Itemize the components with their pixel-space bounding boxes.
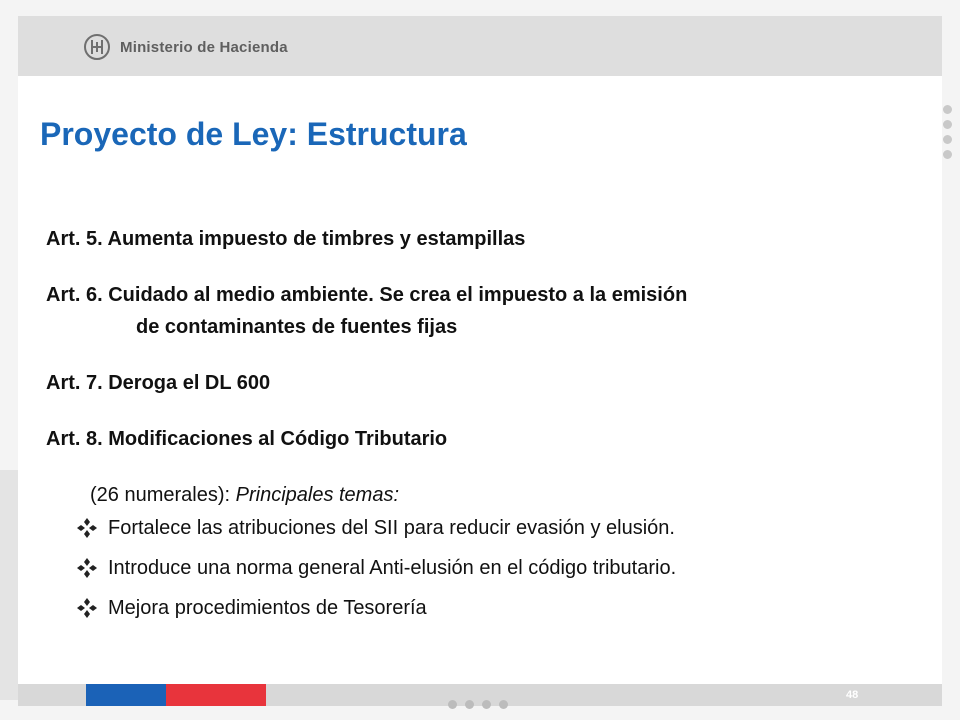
article-6-continuation: de contaminantes de fuentes fijas — [136, 316, 458, 338]
bullet-item — [76, 553, 676, 583]
bullet-item — [76, 593, 427, 623]
decorative-dots-horizontal — [448, 700, 508, 709]
article-8-subheading — [90, 480, 399, 510]
bullet-text: Mejora procedimientos de Tesorería — [108, 597, 427, 619]
article-7: Art. 7. Deroga el DL 600 — [46, 372, 271, 394]
bullet-text: Introduce una norma general Anti-elusión en el código tributario. — [108, 557, 677, 579]
logo-text: Ministerio de Hacienda — [120, 38, 288, 56]
page-number: 48 — [846, 689, 859, 701]
footer-flag-red — [166, 684, 266, 706]
footer-flag-blue — [86, 684, 166, 706]
diamond-bullet-icon — [76, 597, 98, 619]
bullet-text: Fortalece las atribuciones del SII para reducir evasión y elusión. — [108, 517, 675, 539]
bullet-item — [76, 513, 675, 543]
ministry-emblem-icon — [84, 34, 110, 60]
diamond-bullet-icon — [76, 517, 98, 539]
slide-title: Proyecto de Ley: Estructura — [40, 116, 467, 152]
article-8: Art. 8. Modificaciones al Código Tributario — [46, 428, 448, 450]
subheading-italic: Principales temas: — [235, 484, 400, 506]
diamond-bullet-icon — [76, 557, 98, 579]
left-decorative-tab — [0, 470, 18, 700]
article-5: Art. 5. Aumenta impuesto de timbres y estampillas — [46, 228, 526, 250]
decorative-dots-vertical — [943, 105, 953, 159]
subheading-prefix: (26 numerales): — [90, 484, 236, 506]
article-6: Art. 6. Cuidado al medio ambiente. Se crea el impuesto a la emisión — [46, 284, 688, 306]
ministry-logo — [84, 32, 288, 62]
